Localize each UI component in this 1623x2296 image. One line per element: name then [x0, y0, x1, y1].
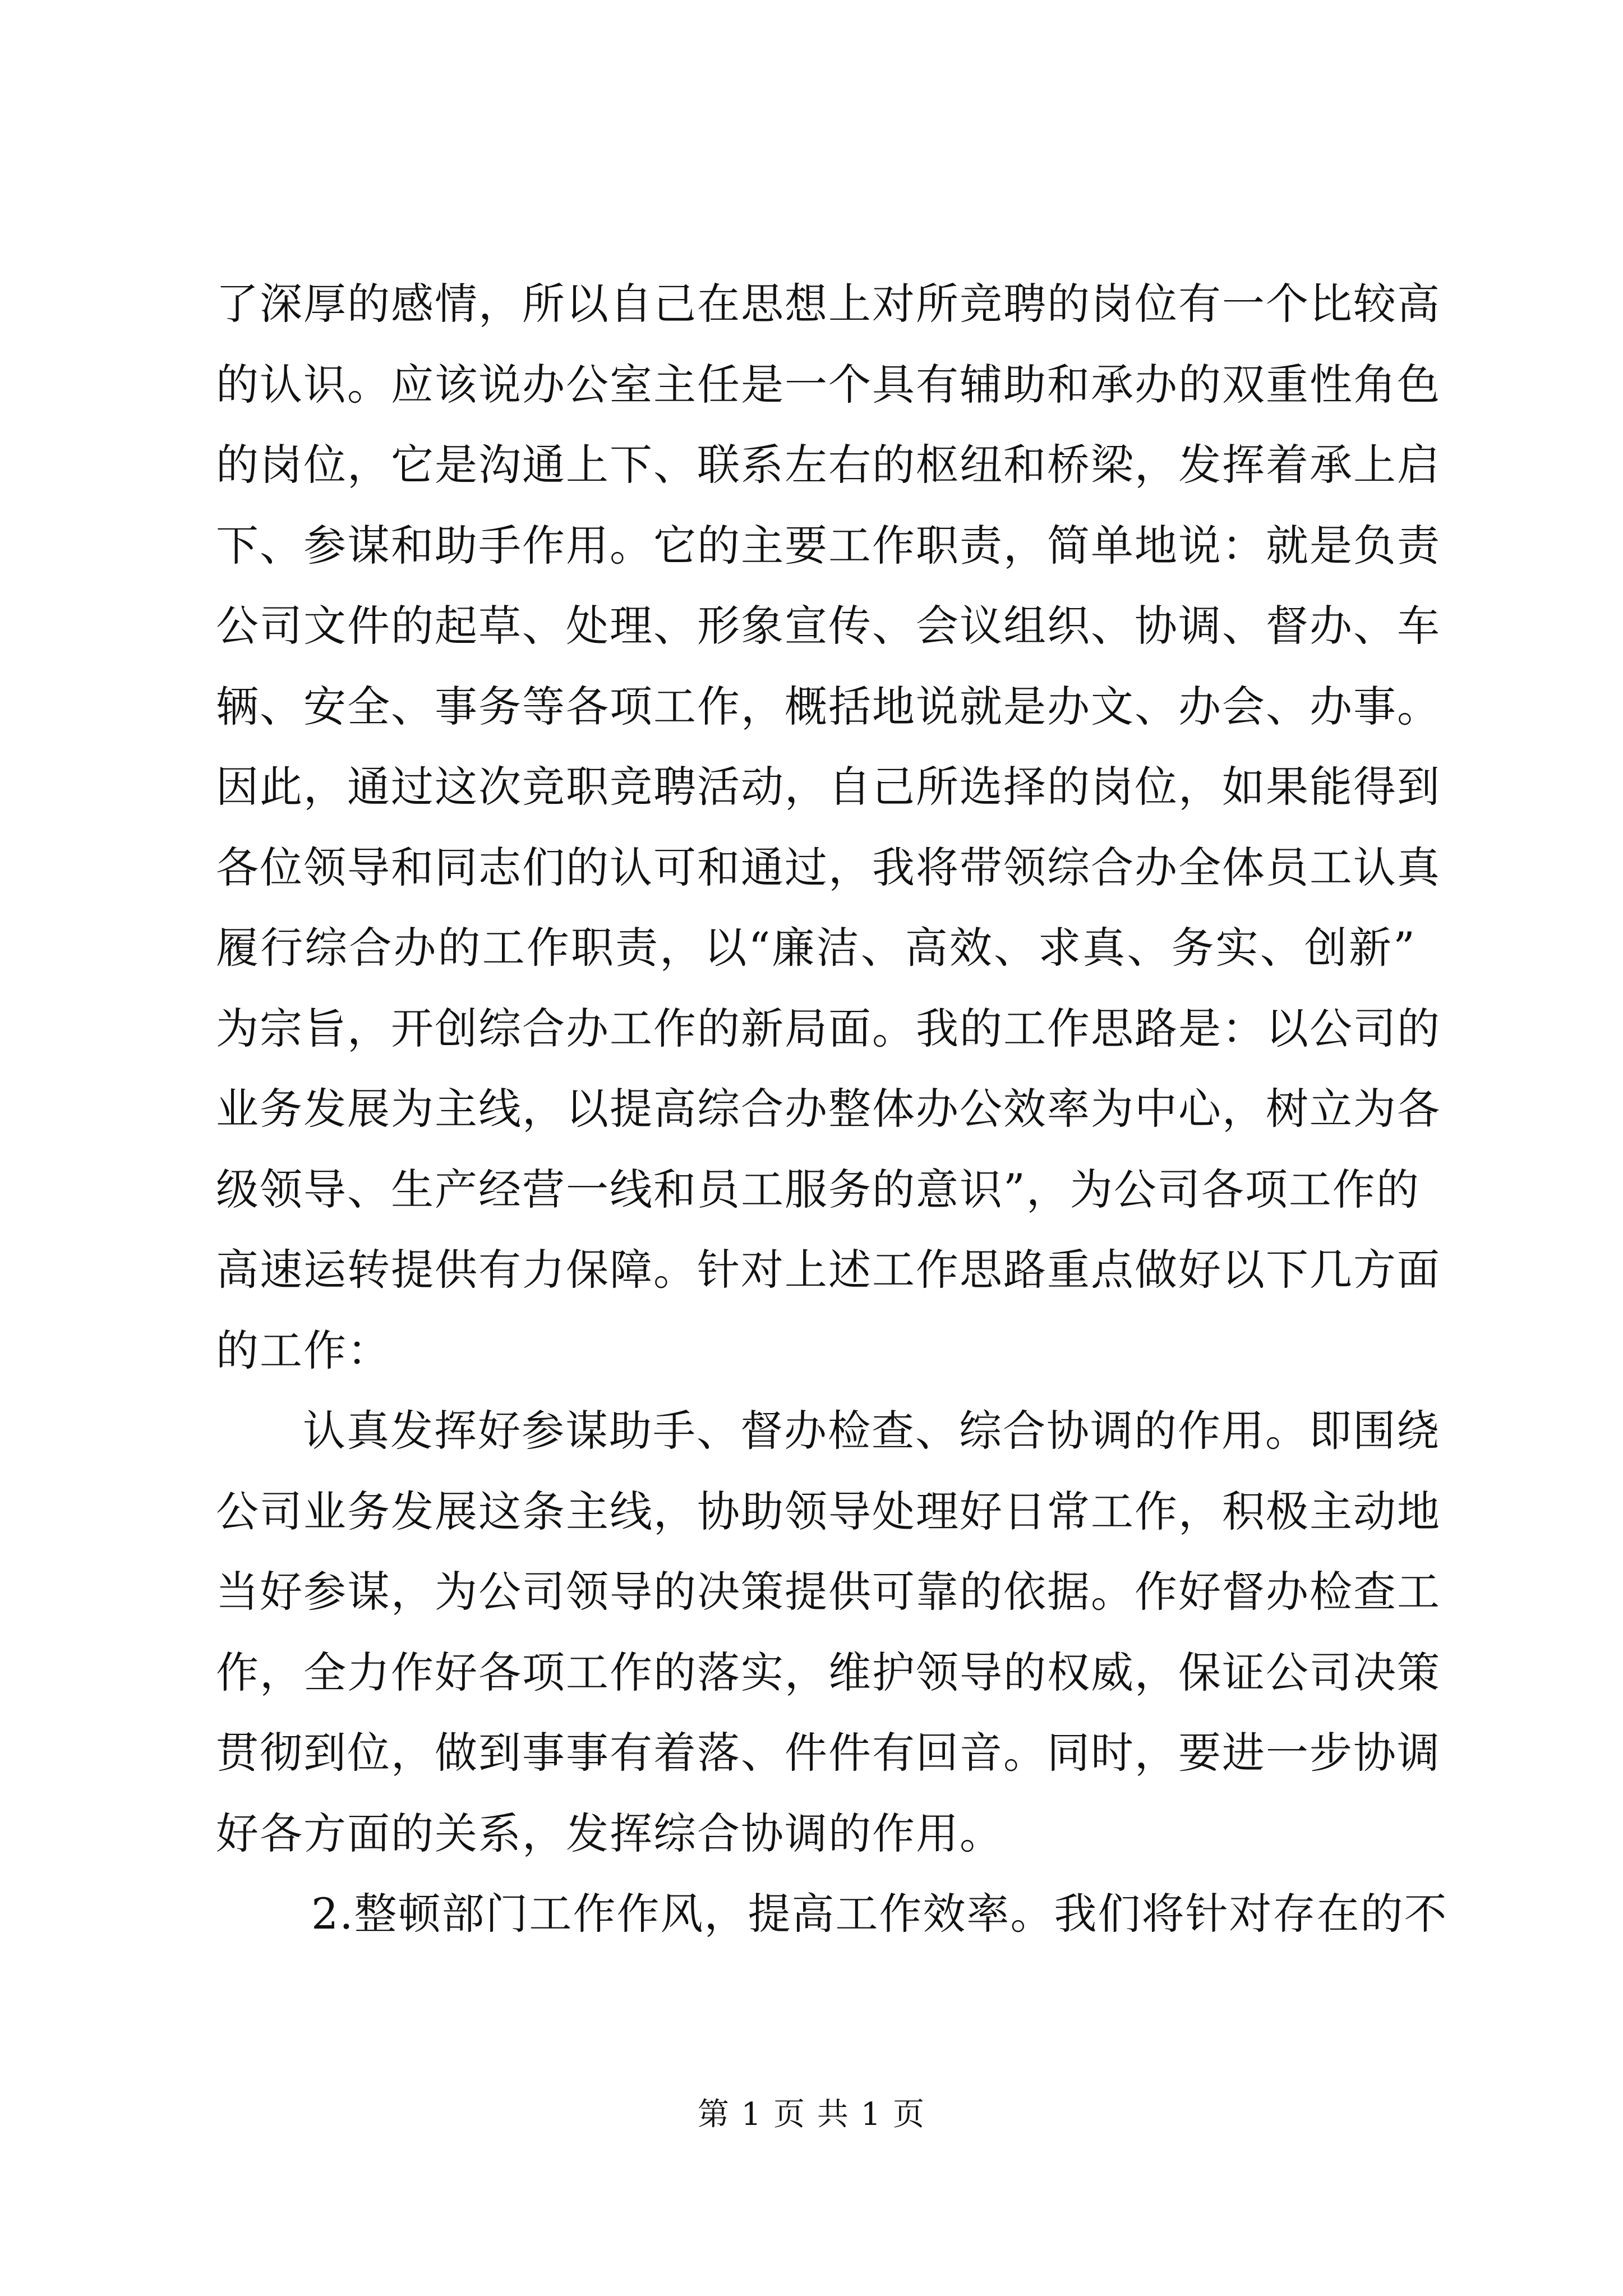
- paragraph-line: 当好参谋，为公司领导的决策提供可靠的依据。作好督办检查工: [216, 1567, 1441, 1617]
- paragraph-line: 下、参谋和助手作用。它的主要工作职责，简单地说：就是负责: [216, 520, 1441, 570]
- paragraph-line: 的工作：: [216, 1325, 391, 1375]
- paragraph-line: 认真发挥好参谋助手、督办检查、综合协调的作用。即围绕: [303, 1406, 1440, 1456]
- paragraph-line: 好各方面的关系，发挥综合协调的作用。: [216, 1808, 1003, 1858]
- paragraph-line: 的岗位，它是沟通上下、联系左右的枢纽和桥梁，发挥着承上启: [216, 440, 1441, 490]
- paragraph-line: 级领导、生产经营一线和员工服务的意识”，为公司各项工作的: [216, 1164, 1420, 1214]
- page-footer: 第 1 页 共 1 页: [697, 2096, 926, 2133]
- paragraph-line: 业务发展为主线，以提高综合办整体办公效率为中心，树立为各: [216, 1084, 1441, 1134]
- paragraph-line: 贯彻到位，做到事事有着落、件件有回音。同时，要进一步协调: [216, 1728, 1441, 1778]
- paragraph-line: 辆、安全、事务等各项工作，概括地说就是办文、办会、办事。: [216, 681, 1441, 731]
- paragraph-line: 高速运转提供有力保障。针对上述工作思路重点做好以下几方面: [216, 1245, 1441, 1295]
- paragraph-line: 2.整顿部门工作作风，提高工作效率。我们将针对存在的不: [311, 1889, 1448, 1939]
- paragraph-line: 作，全力作好各项工作的落实，维护领导的权威，保证公司决策: [216, 1647, 1441, 1697]
- paragraph-line: 了深厚的感情，所以自己在思想上对所竞聘的岗位有一个比较高: [216, 279, 1441, 329]
- paragraph-line: 各位领导和同志们的认可和通过，我将带领综合办全体员工认真: [216, 842, 1441, 892]
- paragraph-line: 公司业务发展这条主线，协助领导处理好日常工作，积极主动地: [216, 1486, 1441, 1536]
- paragraph-line: 因此，通过这次竞职竞聘活动，自己所选择的岗位，如果能得到: [216, 762, 1441, 812]
- paragraph-line: 履行综合办的工作职责，以“廉洁、高效、求真、务实、创新”: [216, 923, 1416, 973]
- paragraph-line: 为宗旨，开创综合办工作的新局面。我的工作思路是：以公司的: [216, 1003, 1441, 1053]
- paragraph-line: 公司文件的起草、处理、形象宣传、会议组织、协调、督办、车: [216, 601, 1441, 651]
- paragraph-line: 的认识。应该说办公室主任是一个具有辅助和承办的双重性角色: [216, 359, 1441, 409]
- document-body: [216, 264, 1448, 1954]
